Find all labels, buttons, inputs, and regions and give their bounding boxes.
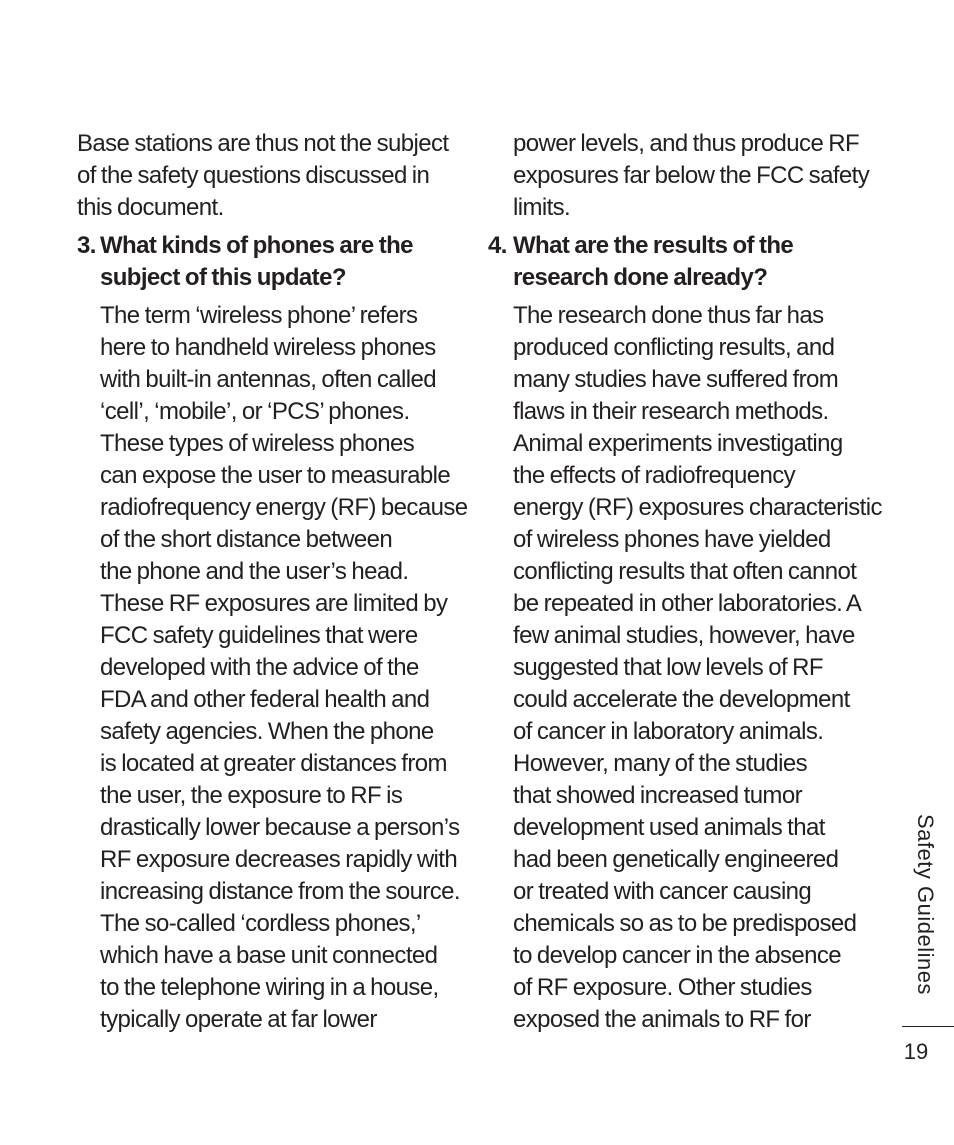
text-line: is located at greater distances from bbox=[100, 750, 447, 777]
text-line: FCC safety guidelines that were bbox=[100, 622, 418, 649]
text-line: FDA and other federal health and bbox=[100, 686, 430, 713]
text-line: These types of wireless phones bbox=[100, 430, 415, 457]
text-line: These RF exposures are limited by bbox=[100, 590, 448, 617]
section-label: Safety Guidelines bbox=[913, 814, 938, 995]
text-line: power levels, and thus produce RF bbox=[513, 130, 860, 157]
text-line: of RF exposure. Other studies bbox=[513, 974, 812, 1001]
continuation-paragraph bbox=[488, 128, 873, 224]
text-line: of the safety questions discussed in bbox=[77, 162, 430, 189]
text-line: the phone and the user’s head. bbox=[100, 558, 409, 585]
text-line: chemicals so as to be predisposed bbox=[513, 910, 857, 937]
text-line: or treated with cancer causing bbox=[513, 878, 812, 905]
question-4-answer bbox=[488, 300, 882, 1036]
side-tab-divider bbox=[902, 1026, 954, 1027]
text-line: flaws in their research methods. bbox=[513, 398, 829, 425]
text-line: energy (RF) exposures characteristic bbox=[513, 494, 882, 521]
question-4-number: 4. bbox=[488, 232, 507, 259]
text-line: exposures far below the FCC safety bbox=[513, 162, 870, 189]
text-line: this document. bbox=[77, 194, 224, 221]
text-line: produced conflicting results, and bbox=[513, 334, 835, 361]
text-line: to the telephone wiring in a house, bbox=[100, 974, 439, 1001]
text-line: RF exposure decreases rapidly with bbox=[100, 846, 458, 873]
text-line: that showed increased tumor bbox=[513, 782, 802, 809]
heading-line: subject of this update? bbox=[100, 264, 346, 291]
text-line: limits. bbox=[513, 194, 571, 221]
question-4-heading bbox=[488, 230, 873, 294]
text-line: many studies have suffered from bbox=[513, 366, 839, 393]
text-line: exposed the animals to RF for bbox=[513, 1006, 811, 1033]
heading-line: What are the results of the bbox=[513, 232, 794, 259]
text-line: radiofrequency energy (RF) because bbox=[100, 494, 468, 521]
text-line: safety agencies. When the phone bbox=[100, 718, 434, 745]
text-line: suggested that low levels of RF bbox=[513, 654, 823, 681]
heading-line: research done already? bbox=[513, 264, 768, 291]
text-line: conflicting results that often cannot bbox=[513, 558, 857, 585]
text-line: of cancer in laboratory animals. bbox=[513, 718, 824, 745]
text-line: could accelerate the development bbox=[513, 686, 850, 713]
text-line: had been genetically engineered bbox=[513, 846, 839, 873]
text-line: can expose the user to measurable bbox=[100, 462, 451, 489]
text-line: here to handheld wireless phones bbox=[100, 334, 436, 361]
question-3-answer bbox=[77, 300, 472, 1036]
text-line: of the short distance between bbox=[100, 526, 393, 553]
text-line: to develop cancer in the absence bbox=[513, 942, 842, 969]
right-column bbox=[488, 128, 882, 1036]
text-line: Animal experiments investigating bbox=[513, 430, 843, 457]
text-line: which have a base unit connected bbox=[100, 942, 438, 969]
text-line: be repeated in other laboratories. A bbox=[513, 590, 862, 617]
text-line: development used animals that bbox=[513, 814, 825, 841]
text-line: the user, the exposure to RF is bbox=[100, 782, 403, 809]
text-line: few animal studies, however, have bbox=[513, 622, 855, 649]
text-line: ‘cell’, ‘mobile’, or ‘PCS’ phones. bbox=[100, 398, 410, 425]
text-line: increasing distance from the source. bbox=[100, 878, 460, 905]
text-line: developed with the advice of the bbox=[100, 654, 419, 681]
intro-paragraph bbox=[77, 128, 472, 224]
question-3-heading bbox=[77, 230, 472, 294]
text-line: Base stations are thus not the subject bbox=[77, 130, 449, 157]
text-line: the effects of radiofrequency bbox=[513, 462, 796, 489]
text-line: The research done thus far has bbox=[513, 302, 824, 329]
left-column bbox=[77, 128, 472, 1036]
text-line: drastically lower because a person’s bbox=[100, 814, 460, 841]
text-line: The so-called ‘cordless phones,’ bbox=[100, 910, 421, 937]
section-side-tab bbox=[902, 814, 954, 1024]
heading-line: What kinds of phones are the bbox=[100, 232, 413, 259]
text-line: with built-in antennas, often called bbox=[100, 366, 436, 393]
text-line: The term ‘wireless phone’ refers bbox=[100, 302, 418, 329]
question-3-number: 3. bbox=[77, 232, 96, 259]
text-line: of wireless phones have yielded bbox=[513, 526, 831, 553]
page-number: 19 bbox=[903, 1039, 929, 1064]
text-line: However, many of the studies bbox=[513, 750, 808, 777]
text-line: typically operate at far lower bbox=[100, 1006, 377, 1033]
